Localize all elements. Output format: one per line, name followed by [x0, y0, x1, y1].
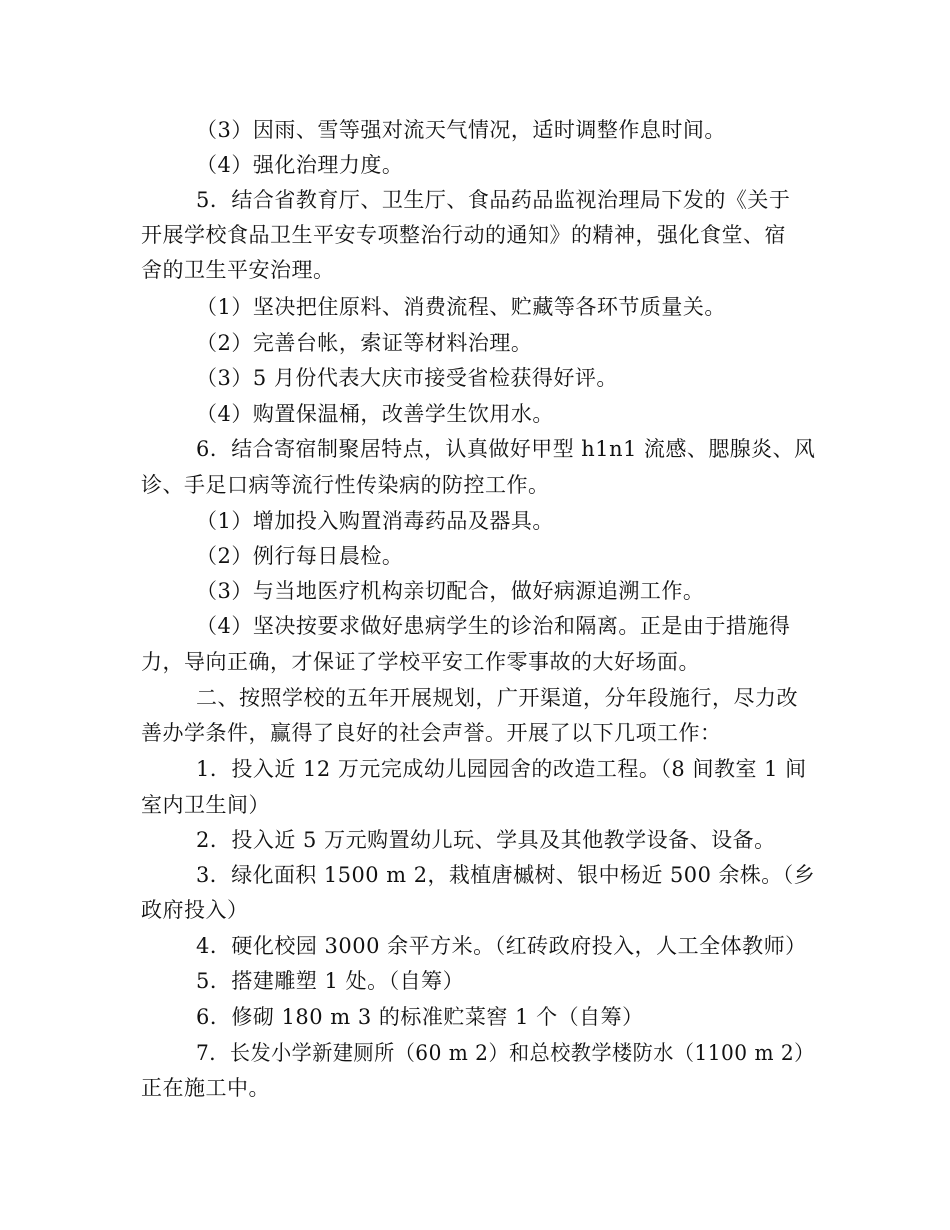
text-line: 3．绿化面积 1500 m 2，栽植唐槭树、银中杨近 500 余株。（乡: [196, 863, 816, 887]
text-line: （3）因雨、雪等强对流天气情况，适时调整作息时间。: [196, 118, 726, 142]
text-line: 2．投入近 5 万元购置幼儿玩、学具及其他教学设备、设备。: [196, 828, 776, 852]
text-line: （3）5 月份代表大庆市接受省检获得好评。: [196, 366, 618, 390]
text-line: （2）例行每日晨检。: [196, 544, 404, 568]
text-line: 诊、手足口病等流行性传染病的防控工作。: [141, 473, 550, 497]
text-line: 二、按照学校的五年开展规划，广开渠道，分年段施行，尽力改: [196, 686, 798, 710]
text-line: 善办学条件，赢得了良好的社会声誉。开展了以下几项工作：: [141, 721, 722, 745]
text-line: 7．长发小学新建厕所（60 m 2）和总校教学楼防水（1100 m 2）: [196, 1041, 815, 1065]
text-line: （2）完善台帐，索证等材料治理。: [196, 331, 533, 355]
text-line: 5．结合省教育厅、卫生厅、食品药品监视治理局下发的《关于: [196, 188, 791, 212]
text-line: 政府投入）: [141, 898, 249, 922]
text-line: （1）坚决把住原料、消费流程、贮藏等各环节质量关。: [196, 295, 726, 319]
text-line: 正在施工中。: [141, 1076, 270, 1100]
text-line: （1）增加投入购置消毒药品及器具。: [196, 509, 554, 533]
text-line: （4）强化治理力度。: [196, 153, 404, 177]
text-line: 舍的卫生平安治理。: [141, 258, 335, 282]
text-line: 4．硬化校园 3000 余平方米。（红砖政府投入，人工全体教师）: [196, 934, 807, 958]
text-line: 6．修砌 180 m 3 的标准贮菜窖 1 个（自筹）: [196, 1005, 644, 1029]
text-line: 室内卫生间）: [141, 793, 270, 817]
text-line: （3）与当地医疗机构亲切配合，做好病源追溯工作。: [196, 579, 705, 603]
text-line: 力，导向正确，才保证了学校平安工作零事故的大好场面。: [141, 650, 700, 674]
text-line: 1．投入近 12 万元完成幼儿园园舍的改造工程。（8 间教室 1 间: [196, 757, 807, 781]
text-line: 开展学校食品卫生平安专项整治行动的通知》的精神，强化食堂、宿: [141, 223, 786, 247]
text-line: 6．结合寄宿制聚居特点，认真做好甲型 h1n1 流感、腮腺炎、风: [196, 437, 816, 461]
text-line: 5．搭建雕塑 1 处。（自筹）: [196, 969, 465, 993]
text-line: （4）坚决按要求做好患病学生的诊治和隔离。正是由于措施得: [196, 614, 791, 638]
text-line: （4）购置保温桶，改善学生饮用水。: [196, 402, 554, 426]
